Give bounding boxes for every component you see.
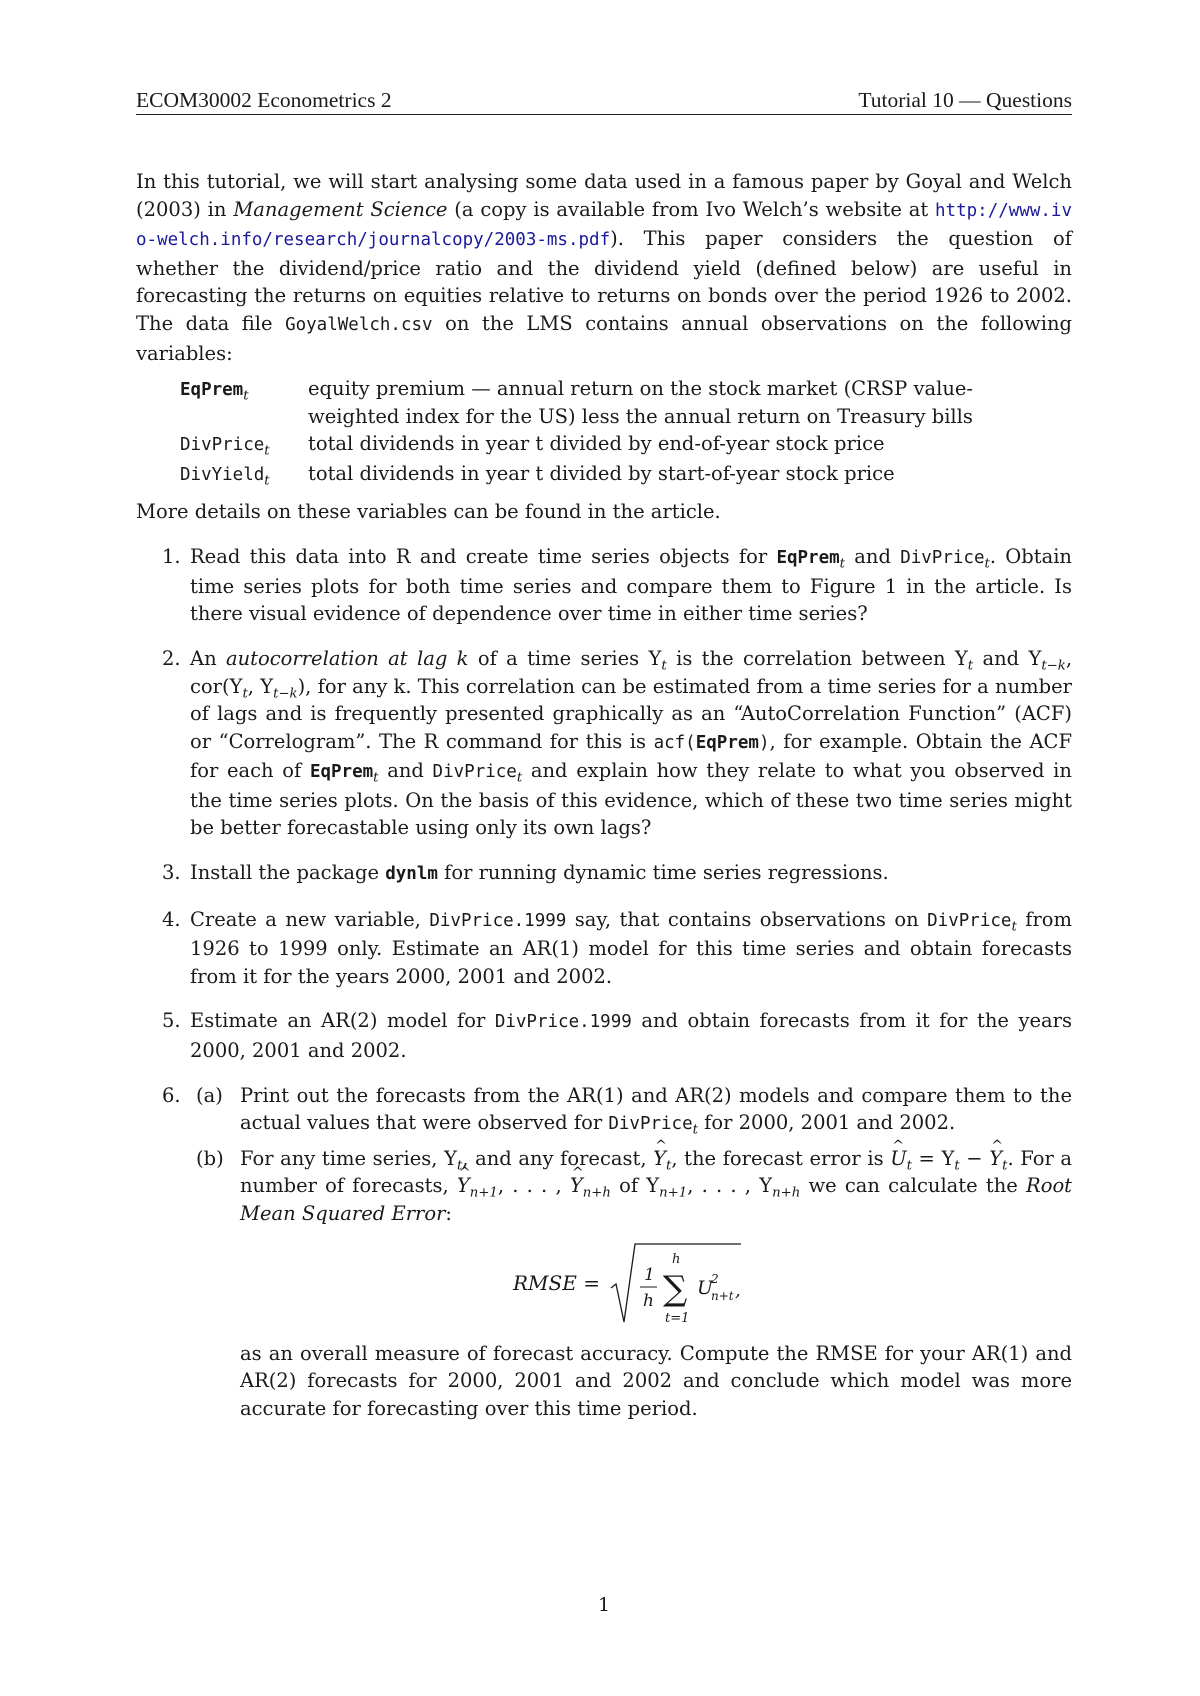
question-number: 6. <box>162 1083 181 1107</box>
error-exponent: 2 <box>711 1271 719 1286</box>
details-note: More details on these variables can be found in the article. <box>136 499 721 523</box>
sum-lower-limit: t=1 <box>665 1310 690 1326</box>
page-number: 1 <box>597 1594 611 1616</box>
question-number: 3. <box>162 861 181 885</box>
subquestion-label: (a) <box>196 1083 223 1107</box>
document-body <box>136 168 1072 1439</box>
question-5: 5. Estimate an AR(2) model for DivPrice.1999 and obtain forecasts from it for the years 2000, 2001 and 2002. <box>162 1009 1072 1063</box>
question-1: 1. Read this data into R and create time series objects for EqPrem$_t$ and DivPrice$_t$. Obtain time series plots for both time series and compare them to Figure 1 in the article. Is there visual evidence of dependence over time in either time series? <box>162 545 1072 626</box>
running-header <box>136 88 1072 115</box>
question-list <box>136 543 1072 1422</box>
paper-link[interactable]: http://www.ivo-welch.info/research/journalcopy/2003-ms.pdf <box>136 200 1072 251</box>
rmse-formula-graphic <box>511 1238 741 1330</box>
rmse-formula <box>180 1238 1072 1330</box>
question-4: 4. Create a new variable, DivPrice.1999 say, that contains observations on DivPrice$_t$ from 1926 to 1999 only. Estimate an AR(1) model for this time series and obtain forecasts from it for the years 2000, 2001 and 2002. <box>162 907 1073 988</box>
question-3: 3. Install the package dynlm for running dynamic time series regressions. <box>136 859 1072 889</box>
question-6a: (a) Print out the forecasts from the AR(1) and AR(2) models and compare them to the actual values that were observed for DivPrice$_t$ for 2000, 2001 and 2002. <box>196 1083 1072 1138</box>
error-subscript: n+t <box>711 1288 734 1303</box>
formula-lhs: RMSE = <box>513 1270 600 1295</box>
question-number: 2. <box>162 646 181 670</box>
rmse-term: Root Mean Squared Error <box>240 1174 1073 1225</box>
question-number: 5. <box>162 1009 181 1033</box>
question-2: 2. An autocorrelation at lag k of a time series $Y_t$ is the correlation between $Y_t$ and $Y_{t-k}$, $cor(Y_t$, $Y_{t-k}$), for any k. This correlation can be estimated from a time series for a number of lags and is frequently presented graphically as an “AutoCorrelation Function” (ACF) or “Correlogram”. The R command for this is acf(EqPrem), for example. Obtain the ACF for each of EqPrem$_t$ and DivPrice$_t$ and explain how they relate to what you observed in the time series plots. On the basis of this evidence, which of these two time series might be better forecastable using only its own lags? <box>162 646 1073 840</box>
subquestion-label: (b) <box>196 1146 224 1170</box>
variable-name: DivPrice <box>180 435 265 456</box>
variable-row: DivYield$_t$ total dividends in year t divided by start-of-year stock price <box>180 460 1008 490</box>
rmse-instruction: as an overall measure of forecast accuracy. Compute the RMSE for your AR(1) and AR(2) forecasts for 2000, 2001 and 2002 and conclude which model was more accurate for forecasting over this time period. <box>240 1341 1072 1420</box>
variable-description: total dividends in year t divided by end-of-year stock price <box>308 432 885 456</box>
variable-description: total dividends in year t divided by start-of-year stock price <box>308 461 895 485</box>
data-file-name: GoyalWelch.csv <box>285 314 433 335</box>
autocorrelation-term: autocorrelation at lag k <box>225 646 469 670</box>
variable-name: DivYield <box>180 464 265 485</box>
question-number: 1. <box>162 545 181 569</box>
fraction-numerator: 1 <box>644 1264 655 1285</box>
tutorial-title: Tutorial 10 — Questions <box>858 88 1072 112</box>
journal-name: Management Science <box>233 197 448 221</box>
variable-name: EqPrem <box>180 380 244 401</box>
fraction-denominator: h <box>643 1290 654 1311</box>
question-number: 4. <box>162 907 181 931</box>
summation-sign: ∑ <box>663 1268 688 1309</box>
variable-row: DivPrice$_t$ total dividends in year t divided by end-of-year stock price <box>180 430 1008 460</box>
intro-paragraph: In this tutorial, we will start analysing some data used in a famous paper by Goyal and Welch (2003) in Management Science (a copy is available from Ivo Welch’s website at http://www.ivo-welch.info/research/journalcopy/2003-ms.pdf). This paper considers the question of whether the dividend/price ratio and the dividend yield (defined below) are useful in forecasting the returns on equities relative to returns on bonds over the period 1926 to 2002. The data file GoyalWelch.csv on the LMS contains annual observations on the following variables: <box>136 170 1072 365</box>
package-name: dynlm <box>385 864 438 885</box>
variable-row: EqPrem$_t$ equity premium — annual return on the stock market (CRSP value-weighted index for the US) less the annual return on Treasury bills <box>180 375 1008 430</box>
variable-description: equity premium — annual return on the stock market (CRSP value-weighted index for the US) less the annual return on Treasury bills <box>308 377 974 428</box>
question-6 <box>136 1082 1072 1423</box>
formula-comma: , <box>735 1279 741 1301</box>
variable-definitions <box>180 375 1008 489</box>
course-title: ECOM30002 Econometrics 2 <box>136 88 392 112</box>
error-term: U <box>697 1276 714 1299</box>
question-6b: (b) For any time series, $Y_t$, and any forecast, ^ $Y_t$, the forecast error is ^ $U_t = Y_t$ − ^ $Y_t$. For a number of forecasts, ^ $Y_{n+1}$, . . . , ^ $Y_{n+h}$ of $Y_{n+1}$, . . . , $Y_{n+h}$ we can calculate the Root Mean Squared Error: RMSE = 1 h ∑ h t=1 U 2 n+t , as an overall measure of forecast accuracy. Compute the RMSE for your AR(1) and AR(2) forecasts for 2000, 2001 and 2002 and conclude which model was more accurate for forecasting over this time period. <box>190 1145 1072 1423</box>
sum-upper-limit: h <box>672 1251 681 1267</box>
